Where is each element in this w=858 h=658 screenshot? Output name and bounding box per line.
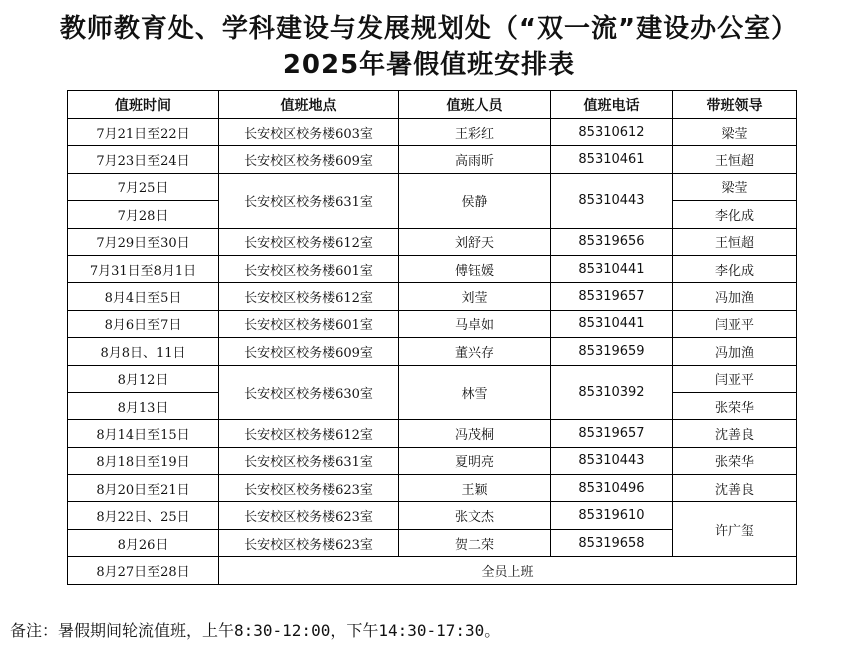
table-row (68, 146, 797, 173)
time-cell: 7月25日 (68, 173, 219, 200)
phone-cell: 85310496 (551, 475, 673, 502)
phone-cell: 85319610 (551, 502, 673, 529)
column-header-phone: 值班电话 (551, 91, 673, 119)
duty-schedule-table (67, 90, 797, 585)
phone-cell: 85310441 (551, 310, 673, 337)
leader-cell: 张荣华 (673, 392, 797, 419)
time-cell: 7月28日 (68, 201, 219, 228)
footnote: 备注：暑假期间轮流值班，上午8:30-12:00，下午14:30-17:30。 (10, 621, 501, 640)
person-cell: 傅钰媛 (399, 255, 551, 282)
place-cell: 长安校区校务楼631室 (219, 447, 399, 474)
table-row (68, 228, 797, 255)
table-row (68, 447, 797, 474)
person-cell: 侯静 (399, 173, 551, 228)
person-cell: 马卓如 (399, 310, 551, 337)
leader-cell: 冯加渔 (673, 338, 797, 365)
phone-cell: 85319659 (551, 338, 673, 365)
phone-cell: 85310443 (551, 447, 673, 474)
table-row (68, 557, 797, 584)
column-header-leader: 带班领导 (673, 91, 797, 119)
table-header-row (68, 91, 797, 119)
time-cell: 8月4日至5日 (68, 283, 219, 310)
table-row (68, 173, 797, 200)
table-row (68, 338, 797, 365)
leader-cell: 许广玺 (673, 502, 797, 557)
page-title: 教师教育处、学科建设与发展规划处（“双一流”建设办公室） (59, 14, 799, 44)
person-cell: 夏明亮 (399, 447, 551, 474)
place-cell: 长安校区校务楼612室 (219, 228, 399, 255)
person-cell: 贺二荣 (399, 529, 551, 556)
phone-cell: 85310392 (551, 365, 673, 420)
person-cell: 高雨昕 (399, 146, 551, 173)
place-cell: 长安校区校务楼601室 (219, 310, 399, 337)
place-cell: 长安校区校务楼623室 (219, 502, 399, 529)
column-header-person: 值班人员 (399, 91, 551, 119)
time-cell: 8月6日至7日 (68, 310, 219, 337)
column-header-place: 值班地点 (219, 91, 399, 119)
place-cell: 长安校区校务楼609室 (219, 146, 399, 173)
time-cell: 7月31日至8月1日 (68, 255, 219, 282)
leader-cell: 闫亚平 (673, 365, 797, 392)
time-cell: 8月8日、11日 (68, 338, 219, 365)
time-cell: 8月13日 (68, 392, 219, 419)
table-row (68, 420, 797, 447)
person-cell: 冯茂桐 (399, 420, 551, 447)
table-row (68, 475, 797, 502)
time-cell: 8月27日至28日 (68, 557, 219, 584)
place-cell: 长安校区校务楼631室 (219, 173, 399, 228)
phone-cell: 85319658 (551, 529, 673, 556)
all-staff-cell: 全员上班 (219, 557, 797, 584)
time-cell: 7月23日至24日 (68, 146, 219, 173)
phone-cell: 85319656 (551, 228, 673, 255)
leader-cell: 王恒超 (673, 146, 797, 173)
leader-cell: 梁莹 (673, 173, 797, 200)
person-cell: 张文杰 (399, 502, 551, 529)
leader-cell: 冯加渔 (673, 283, 797, 310)
person-cell: 刘莹 (399, 283, 551, 310)
place-cell: 长安校区校务楼612室 (219, 420, 399, 447)
place-cell: 长安校区校务楼623室 (219, 529, 399, 556)
time-cell: 8月22日、25日 (68, 502, 219, 529)
leader-cell: 王恒超 (673, 228, 797, 255)
phone-cell: 85310461 (551, 146, 673, 173)
phone-cell: 85319657 (551, 283, 673, 310)
phone-cell: 85319657 (551, 420, 673, 447)
phone-cell: 85310441 (551, 255, 673, 282)
person-cell: 林雪 (399, 365, 551, 420)
table-row (68, 283, 797, 310)
time-cell: 7月21日至22日 (68, 119, 219, 146)
leader-cell: 李化成 (673, 201, 797, 228)
person-cell: 刘舒天 (399, 228, 551, 255)
time-cell: 8月26日 (68, 529, 219, 556)
time-cell: 8月20日至21日 (68, 475, 219, 502)
place-cell: 长安校区校务楼609室 (219, 338, 399, 365)
person-cell: 王彩红 (399, 119, 551, 146)
leader-cell: 张荣华 (673, 447, 797, 474)
column-header-time: 值班时间 (68, 91, 219, 119)
phone-cell: 85310612 (551, 119, 673, 146)
time-cell: 8月14日至15日 (68, 420, 219, 447)
place-cell: 长安校区校务楼623室 (219, 475, 399, 502)
time-cell: 8月18日至19日 (68, 447, 219, 474)
leader-cell: 闫亚平 (673, 310, 797, 337)
time-cell: 7月29日至30日 (68, 228, 219, 255)
time-cell: 8月12日 (68, 365, 219, 392)
table-row (68, 502, 797, 529)
leader-cell: 沈善良 (673, 420, 797, 447)
place-cell: 长安校区校务楼603室 (219, 119, 399, 146)
leader-cell: 李化成 (673, 255, 797, 282)
leader-cell: 梁莹 (673, 119, 797, 146)
place-cell: 长安校区校务楼630室 (219, 365, 399, 420)
person-cell: 王颖 (399, 475, 551, 502)
phone-cell: 85310443 (551, 173, 673, 228)
table-row (68, 119, 797, 146)
person-cell: 董兴存 (399, 338, 551, 365)
table-row (68, 310, 797, 337)
page-subtitle: 2025年暑假值班安排表 (282, 50, 576, 80)
place-cell: 长安校区校务楼601室 (219, 255, 399, 282)
table-row (68, 365, 797, 392)
table-row (68, 255, 797, 282)
place-cell: 长安校区校务楼612室 (219, 283, 399, 310)
leader-cell: 沈善良 (673, 475, 797, 502)
